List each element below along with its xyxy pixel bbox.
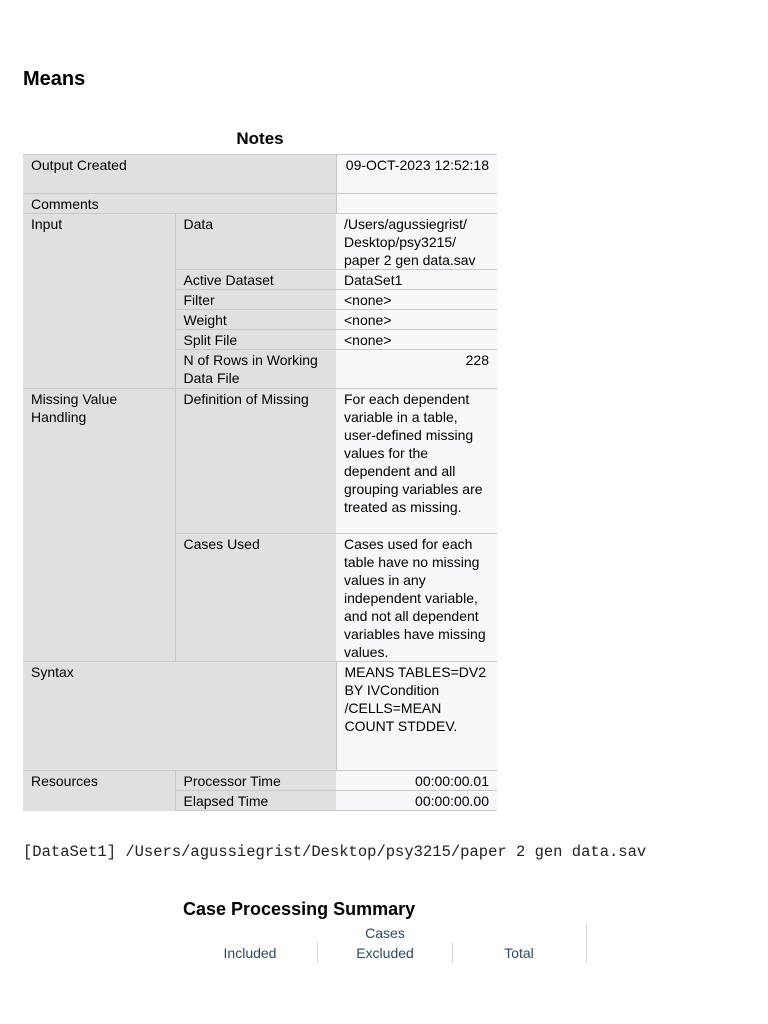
n-rows-value: 228: [336, 350, 497, 389]
split-file-value: <none>: [336, 330, 497, 350]
notes-table-title: Notes: [236, 129, 284, 148]
table-row: [23, 662, 497, 771]
row-label-elapsed-time: Elapsed Time: [175, 791, 336, 811]
row-label-output-created: Output Created: [23, 155, 336, 194]
row-label-resources: Resources: [23, 771, 175, 811]
column-header-excluded: Excluded: [356, 945, 414, 961]
comments-value: [336, 194, 497, 214]
row-label-input: Input: [23, 214, 175, 389]
table-row: [23, 194, 497, 214]
row-label-active-dataset: Active Dataset: [175, 270, 336, 290]
elapsed-time-value: 00:00:00.00: [336, 791, 497, 811]
notes-table: [23, 154, 497, 811]
row-label-data: Data: [175, 214, 336, 270]
column-divider: [452, 943, 453, 963]
row-label-processor-time: Processor Time: [175, 771, 336, 791]
column-header-included: Included: [223, 945, 277, 961]
table-row: [23, 214, 497, 270]
row-label-syntax: Syntax: [23, 662, 336, 771]
active-dataset-value: DataSet1: [336, 270, 497, 290]
row-label-split-file: Split File: [175, 330, 336, 350]
syntax-value: MEANS TABLES=DV2 BY IVCondition /CELLS=MEAN COUNT STDDEV.: [336, 662, 497, 771]
row-label-filter: Filter: [175, 290, 336, 310]
row-label-n-rows: N of Rows in Working Data File: [175, 350, 336, 389]
definition-of-missing-value: For each dependent variable in a table, user-defined missing values for the dependent and all grouping variables are treated as missing.: [336, 389, 497, 534]
cases-used-value: Cases used for each table have no missing values in any independent variable, and not all dependent variables have missing values.: [336, 534, 497, 662]
row-label-definition-of-missing: Definition of Missing: [175, 389, 336, 534]
data-file-value: /Users/agussiegrist/ Desktop/psy3215/ paper 2 gen data.sav: [336, 214, 497, 270]
table-row: [23, 389, 497, 534]
table-row: [23, 155, 497, 194]
row-label-weight: Weight: [175, 310, 336, 330]
output-created-value: 09-OCT-2023 12:52:18: [336, 155, 497, 194]
row-label-comments: Comments: [23, 194, 336, 214]
row-label-cases-used: Cases Used: [175, 534, 336, 662]
filter-value: <none>: [336, 290, 497, 310]
row-label-missing-value-handling: Missing Value Handling: [23, 389, 175, 662]
weight-value: <none>: [336, 310, 497, 330]
column-divider: [317, 943, 318, 963]
column-header-total: Total: [504, 945, 534, 961]
column-divider: [586, 923, 587, 963]
case-processing-summary-title: Case Processing Summary: [183, 899, 416, 919]
cases-group-header: Cases: [365, 925, 405, 941]
dataset-path-line: [DataSet1] /Users/agussiegrist/Desktop/psy3215/paper 2 gen data.sav: [23, 843, 647, 861]
table-row: [23, 771, 497, 791]
means-heading: Means: [23, 68, 86, 90]
processor-time-value: 00:00:00.01: [336, 771, 497, 791]
